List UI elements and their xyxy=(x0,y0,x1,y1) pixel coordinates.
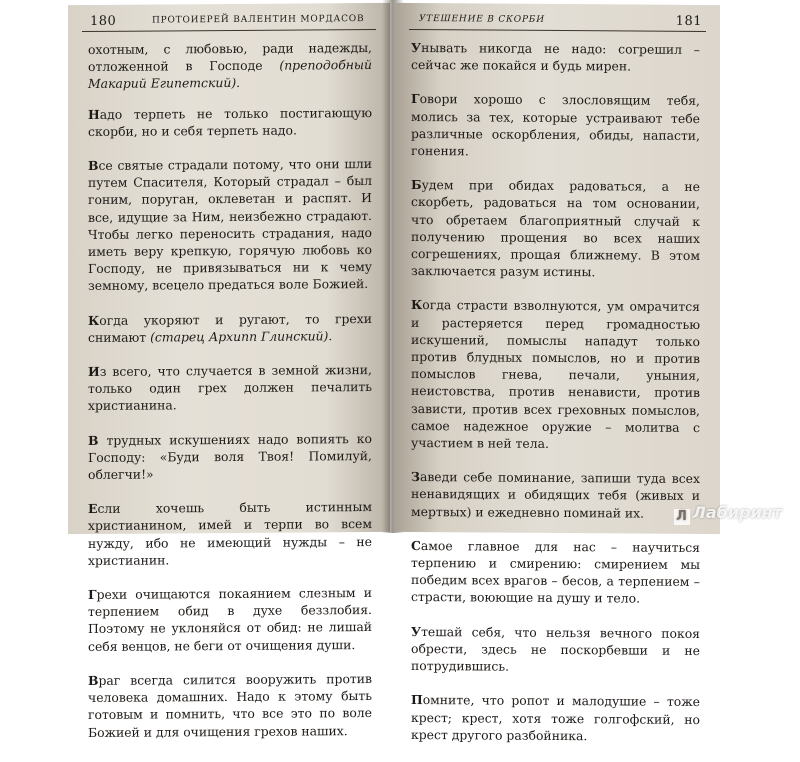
paragraph xyxy=(88,361,372,415)
paragraph-text: раг всегда силится вооружить против человека домашних. Надо к этому быть готовым и помнить, что все это по воле Божией и для очищения грехов наших. xyxy=(88,670,372,740)
paragraph-initial: К xyxy=(411,297,423,313)
paragraph-text: огда страсти взволнуются, ум омрачится и растеряется перед громадностью искушений, помыслы нападут только против блудных помыслов, но и против помыслов гнева, печали, уныния, неистовства, против ненависти, против зависти, против всех греховных помыслов, самое надежное оружие – молитва с участием в ней тела. xyxy=(411,297,700,452)
paragraph-initial: Н xyxy=(88,106,100,122)
paragraph xyxy=(88,670,372,741)
paragraph xyxy=(88,155,372,295)
paragraph-initial: В xyxy=(88,157,99,173)
paragraph-initial: У xyxy=(411,623,422,639)
paragraph xyxy=(88,310,372,346)
paragraph xyxy=(411,90,700,161)
paragraph xyxy=(88,584,372,655)
left-page-header xyxy=(82,9,376,32)
paragraph-text: трудных искушениях надо вопиять ко Господу: «Буди воля Твоя! Помилуй, облегчи!» xyxy=(88,430,372,483)
right-page-body xyxy=(411,39,700,762)
left-page-number: 180 xyxy=(90,13,117,29)
paragraph-text: огда укоряют и ругают, то грехи снимают xyxy=(88,310,372,345)
paragraph-text: охотным, с любовью, ради надежды, отложенной в Господе xyxy=(88,40,372,75)
labirint-logo-icon: Л xyxy=(674,509,690,525)
right-page-header xyxy=(409,9,706,32)
paragraph xyxy=(88,430,372,484)
paragraph-initial: И xyxy=(88,363,100,380)
paragraph-initial: Г xyxy=(411,91,420,107)
right-page-number: 181 xyxy=(675,13,702,30)
paragraph-initial: К xyxy=(88,312,100,328)
paragraph-initial: Б xyxy=(411,177,422,193)
left-running-head: ПРОТОИЕРЕЙ ВАЛЕНТИН МОРДАСОВ xyxy=(152,14,365,26)
paragraph-text: се святые страдали потому, что они шли путем Спасителя, Который страдал – был гоним, поруган, оклеветан и распят. И все, идущие за Ним, неизбежно страдают. Чтобы легко переносить страдания, надо иметь веру крепкую, горячую любовь ко Господу, не привязываться ни к чему земному, всецело предаться воле Божией. xyxy=(88,156,372,294)
left-page xyxy=(68,3,390,740)
paragraph xyxy=(411,296,700,453)
paragraph-initial: Е xyxy=(88,501,98,517)
paragraph-text: аведи себе поминание, запиши туда всех ненавидящих и обидящих тебя (живых и мертвых) и ежедневно поминай их. xyxy=(411,469,700,521)
paragraph-initial: В xyxy=(88,672,99,688)
paragraph xyxy=(411,691,700,745)
paragraph-text: амое главное для нас – научиться терпению и смирению: смирением мы победим всех врагов – бесов, а терпением – страсти, воюющие на душу и тело. xyxy=(411,537,700,607)
labirint-watermark xyxy=(674,503,782,525)
paragraph xyxy=(411,176,700,281)
right-page xyxy=(395,3,720,743)
paragraph-text: удем при обидах радоваться, а не скорбеть, радоваться на том основании, что обретаем благоприятный случай к получению прощения во всех наших согрешениях, прощая ближнему. В этом заключается разум истины. xyxy=(411,177,700,280)
paragraph-attribution: (старец Архипп Глинский). xyxy=(150,328,333,345)
paragraph-text: омните, что ропот и малодушие – тоже крест; крест, хотя тоже голгофский, но крест другого разбойника. xyxy=(411,692,700,743)
paragraph-initial: З xyxy=(411,469,420,485)
paragraph xyxy=(88,498,372,569)
paragraph xyxy=(88,39,372,93)
paragraph-initial: Г xyxy=(88,587,97,603)
paragraph xyxy=(88,104,372,140)
watermark-text: Лабиринт xyxy=(692,503,782,522)
paragraph-initial: П xyxy=(411,692,423,708)
paragraph-text: нывать никогда не надо: согрешил – сейчас же покайся и будь мирен. xyxy=(411,40,700,74)
paragraph xyxy=(411,537,700,608)
paragraph-text: овори хорошо с злословящим тебя, молись за тех, которые устраивают тебе различные оскорбления, обиды, напасти, гонения. xyxy=(411,91,700,159)
paragraph xyxy=(411,468,700,522)
paragraph-initial: У xyxy=(411,39,422,56)
paragraph-text: сли хочешь быть истинным христианином, имей и терпи во всем нужду, ибо не имеющий нужды – не христианин. xyxy=(88,499,372,568)
paragraph-text: з всего, что случается в земной жизни, только один грех должен печалить христианина. xyxy=(88,362,372,414)
paragraph-attribution: (преподобный Макарий Египетский). xyxy=(88,57,372,92)
paragraph xyxy=(411,39,700,75)
paragraph xyxy=(411,623,700,677)
left-page-body xyxy=(88,39,372,758)
paragraph-initial: С xyxy=(411,537,421,553)
paragraph-text: рехи очищаются покаянием слезным и терпением обид в духе беззлобия. Поэтому не уклоняйся от обид: не лишай себя венцов, не беги от очищения души. xyxy=(88,585,372,654)
paragraph-initial: В xyxy=(88,432,99,448)
right-running-head: УТЕШЕНИЕ В СКОРБИ xyxy=(419,14,545,25)
paragraph-text: тешай себя, что нельзя вечного покоя обрести, здесь не поскорбевши и не потрудившись. xyxy=(411,623,700,674)
paragraph-text: адо терпеть не только постигающую скорби, но и себя терпеть надо. xyxy=(88,104,372,139)
